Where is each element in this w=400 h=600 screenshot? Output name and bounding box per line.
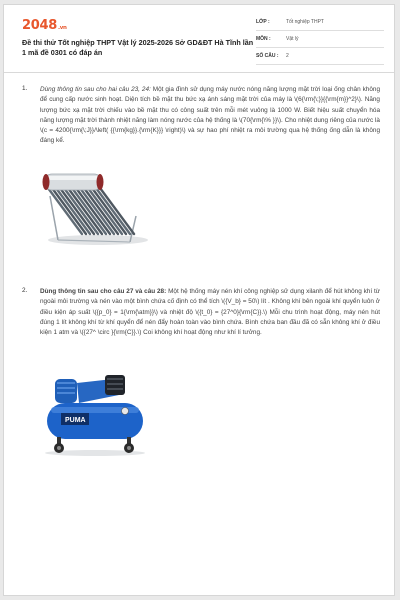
- question-body: Một hệ thống máy nén khí công nghiệp sử dụng xilanh để hút không khí từ ngoài môi trường và nén vào một bình chứa cố định có thể tích \({V_b} = 50\) lít . Không khí bên ngoài khí quyển luôn ở điều kiện áp suất \({p_0} = 1{\rm{\atm}}\) và nhiệt độ \({t_0} = {27^0}{\rm{C}}.\) Mỗi chu trình hoạt động, máy nén hút đúng 1 lít không khí từ khí quyển để nén đẩy hoàn toàn vào bình chứa. Bình chứa ban đầu đã có sẵn không khí ở điều kiện 1 atm và \({27^ \circ }{\rm{C}}.\) Coi không khí hoạt động như khí lí tưởng.: [40, 288, 380, 337]
- exam-meta: [256, 17, 384, 68]
- document-header: [4, 5, 394, 73]
- meta-row-class: [256, 17, 384, 31]
- question-number: 1.: [22, 85, 28, 92]
- compressor-brand-label: PUMA: [65, 417, 86, 424]
- logo-main: 2048: [22, 18, 57, 33]
- vacuum-tubes: [48, 188, 134, 234]
- question-number: 2.: [22, 287, 28, 294]
- solar-water-heater-image: [38, 168, 150, 248]
- question-lead: Dùng thông tin sau cho hai câu 23, 24:: [40, 86, 151, 93]
- question-text: [40, 85, 380, 147]
- meta-value: Tốt nghiệp THPT: [286, 19, 324, 25]
- meta-label: SỐ CÂU :: [256, 53, 279, 59]
- meta-label: LỚP :: [256, 19, 270, 25]
- question-lead: Dùng thông tin sau cho câu 27 và câu 28:: [40, 288, 167, 295]
- meta-value: Vật lý: [286, 36, 299, 42]
- meta-value: 2: [286, 53, 289, 59]
- site-logo[interactable]: [22, 18, 67, 33]
- air-compressor-image: [39, 373, 151, 457]
- meta-row-count: [256, 51, 384, 65]
- document-page: [3, 4, 395, 596]
- meta-row-subject: [256, 34, 384, 48]
- meta-label: MÔN :: [256, 36, 271, 42]
- exam-title: Đề thi thử Tốt nghiệp THPT Vật lý 2025-2026 Sở GD&ĐT Hà Tĩnh lần 1 mã đề 0301 có đáp án: [22, 38, 254, 57]
- question-body: Một gia đình sử dụng máy nước nóng năng lượng mặt trời loại ống chân không để cung cấp nước sinh hoạt. Diện tích bề mặt thu bức xạ ánh sáng mặt trời của máy là \(6{\rm{\;}}{{\rm{m}}^2}\). Năng lượng bức xạ mặt trời chiếu vào bề mặt thu có công suất trên mỗi mét vuông là 1000 W. Biết hiệu suất chuyển hóa năng lượng mặt trời thành nhiệt năng làm nóng nước của hệ thống là \(70{\rm{\% }}\). Cho nhiệt dung riêng của nước là \(c = 4200{\rm{\;J}}/\left( {{\rm{kg}}.{\rm{K}}} \right)\) và sự hao phí nhiệt ra môi trường qua hệ thống ống dẫn là không đáng kể.: [40, 86, 380, 145]
- logo-suffix: .vn: [57, 25, 67, 31]
- question-text: [40, 287, 380, 338]
